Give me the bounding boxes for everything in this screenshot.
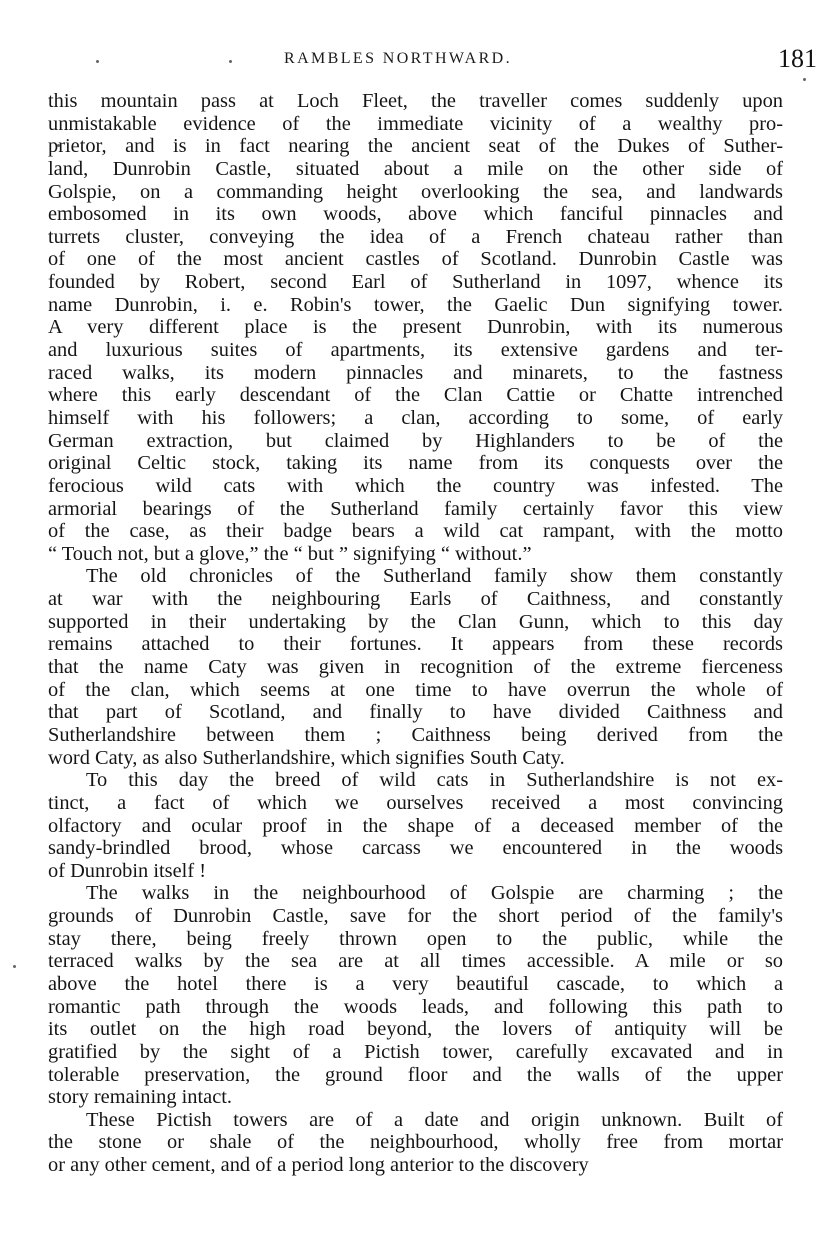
page-number: 181 — [778, 44, 817, 73]
text-line: land, Dunrobin Castle, situated about a mile on the other side of — [48, 157, 783, 180]
text-line: its outlet on the high road beyond, the lovers of antiquity will be — [48, 1018, 783, 1041]
text-line: The walks in the neighbourhood of Golspie are charming ; the — [86, 882, 783, 905]
text-line: Golspie, on a commanding height overlooking the sea, and landwards — [48, 180, 783, 203]
text-line: sandy-brindled brood, whose carcass we encountered in the woods — [48, 837, 783, 860]
text-line: and luxurious suites of apartments, its extensive gardens and ter- — [48, 339, 783, 362]
text-line: himself with his followers; a clan, according to some, of early — [48, 406, 783, 429]
text-line: supported in their undertaking by the Clan Gunn, which to this day — [48, 610, 783, 633]
print-speck — [229, 60, 232, 63]
text-line: turrets cluster, conveying the idea of a French chateau rather than — [48, 225, 783, 248]
text-line: founded by Robert, second Earl of Sutherland in 1097, whence its — [48, 271, 783, 294]
text-line: “ Touch not, but a glove,” the “ but ” signifying “ without.” — [48, 542, 532, 565]
text-line: The old chronicles of the Sutherland family show them constantly — [86, 565, 783, 588]
text-line: tinct, a fact of which we ourselves received a most convincing — [48, 791, 783, 814]
text-line: of Dunrobin itself ! — [48, 859, 206, 882]
text-line: of the clan, which seems at one time to have overrun the whole of — [48, 678, 783, 701]
text-line: where this early descendant of the Clan Cattie or Chatte intrenched — [48, 384, 783, 407]
paragraph — [48, 1109, 783, 1177]
text-line: unmistakable evidence of the immediate vicinity of a wealthy pro- — [48, 112, 783, 135]
paragraph — [48, 882, 783, 1108]
text-line: German extraction, but claimed by Highlanders to be of the — [48, 429, 783, 452]
text-line: original Celtic stock, taking its name from its conquests over the — [48, 452, 783, 475]
text-line: Sutherlandshire between them ; Caithness being derived from the — [48, 723, 783, 746]
text-line: above the hotel there is a very beautiful cascade, to which a — [48, 972, 783, 995]
text-line: armorial bearings of the Sutherland family certainly favor this view — [48, 497, 783, 520]
text-line: tolerable preservation, the ground floor and the walls of the upper — [48, 1063, 783, 1086]
text-line: remains attached to their fortunes. It appears from these records — [48, 633, 783, 656]
print-speck — [803, 78, 806, 81]
text-line: name Dunrobin, i. e. Robin's tower, the Gaelic Dun signifying tower. — [48, 293, 783, 316]
print-speck — [96, 60, 99, 63]
text-line: or any other cement, and of a period long anterior to the discovery — [48, 1154, 589, 1177]
paragraph — [48, 565, 783, 769]
text-line: raced walks, its modern pinnacles and minarets, to the fastness — [48, 361, 783, 384]
running-head-title: RAMBLES NORTHWARD. — [284, 50, 513, 67]
print-speck — [13, 965, 16, 968]
running-head — [0, 44, 840, 74]
text-line: gratified by the sight of a Pictish tower, carefully excavated and in — [48, 1040, 783, 1063]
text-line: ferocious wild cats with which the country was infested. The — [48, 474, 783, 497]
body-text — [48, 90, 783, 1177]
text-line: story remaining intact. — [48, 1086, 233, 1109]
text-line: word Caty, as also Sutherlandshire, which signifies South Caty. — [48, 746, 565, 769]
text-line: that part of Scotland, and finally to have divided Caithness and — [48, 701, 783, 724]
text-line: embosomed in its own woods, above which fanciful pinnacles and — [48, 203, 783, 226]
paragraph — [48, 90, 783, 565]
text-line: terraced walks by the sea are at all times accessible. A mile or so — [48, 950, 783, 973]
text-line: that the name Caty was given in recognition of the extreme fierceness — [48, 656, 783, 679]
text-line: These Pictish towers are of a date and origin unknown. Built of — [86, 1108, 783, 1131]
text-line: A very different place is the present Dunrobin, with its numerous — [48, 316, 783, 339]
text-line: romantic path through the woods leads, and following this path to — [48, 995, 783, 1018]
text-line: prietor, and is in fact nearing the ancient seat of the Dukes of Suther- — [48, 135, 783, 158]
text-line: To this day the breed of wild cats in Sutherlandshire is not ex- — [86, 769, 783, 792]
text-line: olfactory and ocular proof in the shape of a deceased member of the — [48, 814, 783, 837]
text-line: grounds of Dunrobin Castle, save for the short period of the family's — [48, 905, 783, 928]
text-line: this mountain pass at Loch Fleet, the traveller comes suddenly upon — [48, 90, 783, 112]
paragraph — [48, 769, 783, 882]
text-line: at war with the neighbouring Earls of Caithness, and constantly — [48, 588, 783, 611]
text-line: of one of the most ancient castles of Scotland. Dunrobin Castle was — [48, 248, 783, 271]
text-line: of the case, as their badge bears a wild cat rampant, with the motto — [48, 520, 783, 543]
text-line: the stone or shale of the neighbourhood, wholly free from mortar — [48, 1131, 783, 1154]
text-line: stay there, being freely thrown open to the public, while the — [48, 927, 783, 950]
